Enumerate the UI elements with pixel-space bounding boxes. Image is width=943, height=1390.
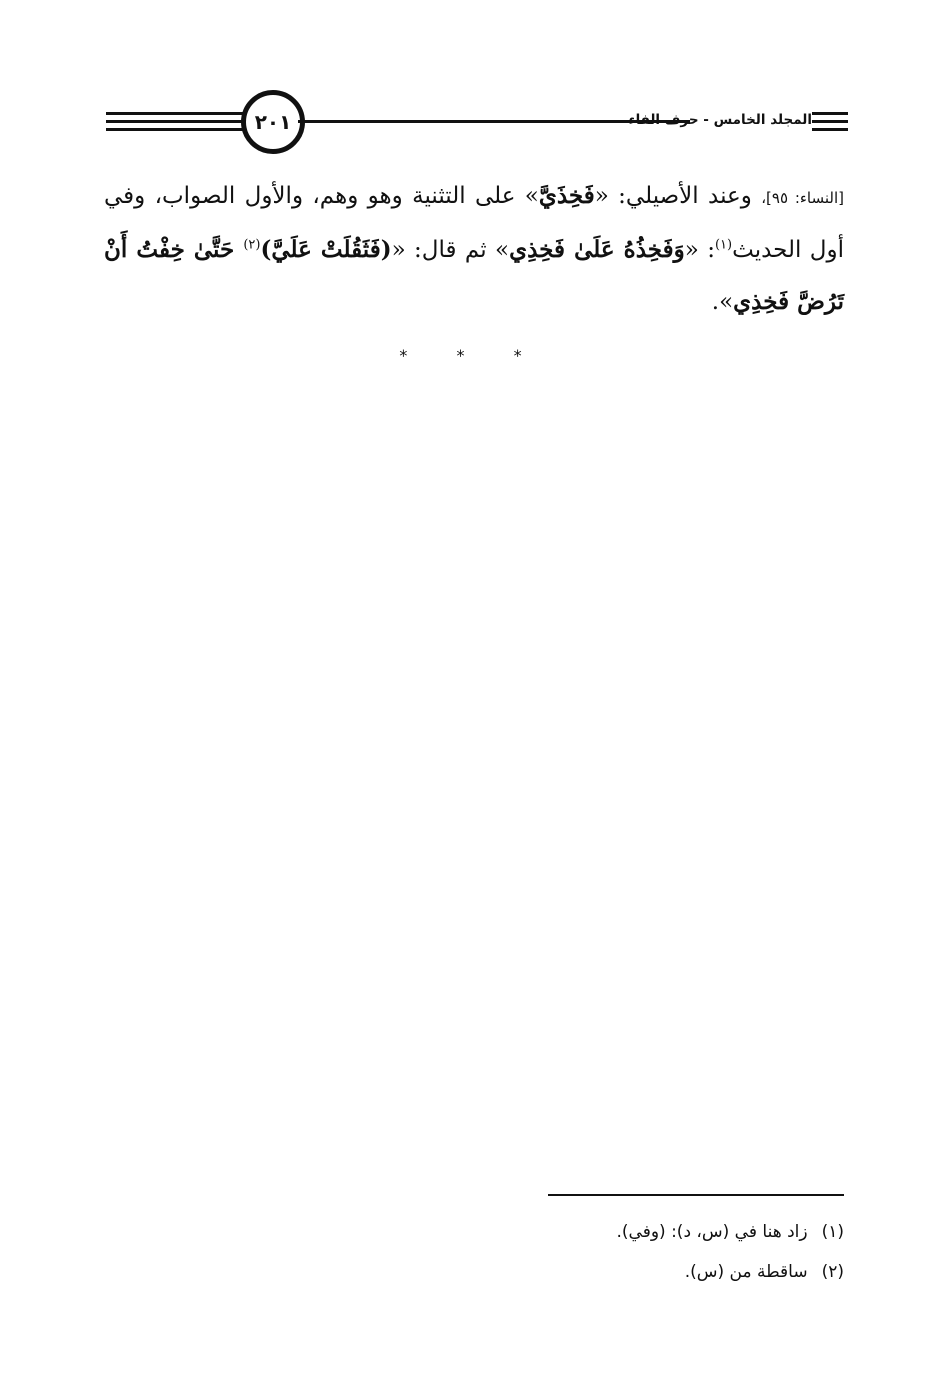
- hadith-quote: وَفَخِذُهُ عَلَىٰ فَخِذِي: [509, 236, 685, 263]
- running-title: المجلد الخامس - حرف الفاء: [628, 112, 812, 128]
- header-rule: [106, 120, 246, 123]
- footnote-text: ساقطة من (س).: [684, 1262, 808, 1282]
- body-text-segment: » على التثنية وهو وهم، والأول الصواب، وفي أول الحديث: [104, 183, 845, 263]
- header-rule: [812, 120, 848, 123]
- header-rule: [812, 112, 848, 115]
- body-text-segment: وعند الأصيلي: «: [594, 183, 762, 209]
- quran-reference: [النساء: ٩٥]،: [761, 189, 844, 207]
- footnote-text: زاد هنا في (س، د): (وفي).: [616, 1222, 808, 1242]
- footnote-number: (١): [821, 1222, 844, 1242]
- body-text-segment: ».: [711, 289, 734, 315]
- header-rule: [106, 128, 246, 131]
- footnotes: [440, 1212, 844, 1292]
- footnote-number: (٢): [821, 1262, 844, 1282]
- hadith-quote: (فَثَقُلَتْ عَلَيَّ): [260, 236, 392, 263]
- page-number-badge: [241, 90, 305, 154]
- page-number: ٢٠١: [254, 110, 292, 134]
- hadith-quote: حَتَّىٰ خِفْتُ أَنْ تَرُضَّ فَخِذِي: [104, 236, 844, 315]
- body-text-segment: : «: [684, 237, 715, 263]
- body-paragraph: [104, 170, 844, 328]
- section-separator: * * *: [399, 346, 544, 365]
- header-rule: [812, 128, 848, 131]
- page-header: [100, 82, 852, 160]
- hadith-quote: فَخِذَيَّ: [538, 182, 595, 209]
- footnote-item: [440, 1212, 844, 1252]
- footnote-divider: [548, 1194, 844, 1196]
- footnote-ref: (١): [714, 237, 733, 253]
- body-text-segment: » ثم قال: «: [391, 237, 510, 263]
- footnote-ref: (٢): [243, 237, 261, 253]
- header-rule: [106, 112, 246, 115]
- footnote-item: [440, 1252, 844, 1292]
